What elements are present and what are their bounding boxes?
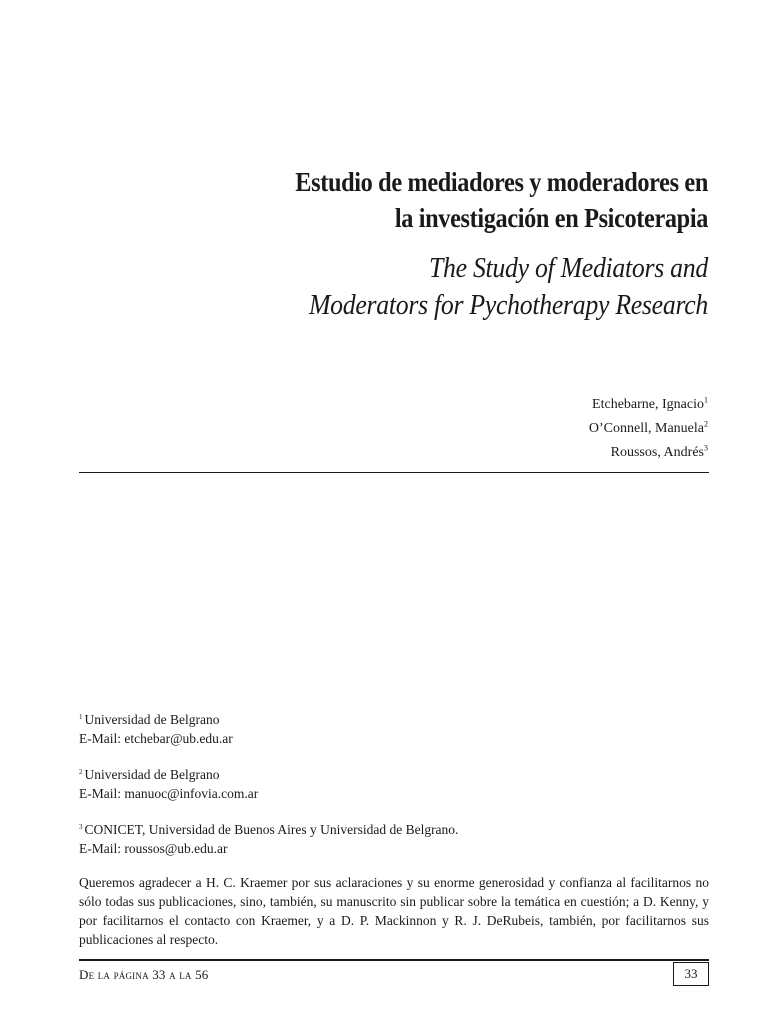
affiliation-institution: CONICET, Universidad de Buenos Aires y Universidad de Belgrano. bbox=[84, 822, 459, 837]
author-list bbox=[589, 393, 708, 465]
author-3 bbox=[589, 441, 708, 465]
spanish-title-line-2: la investigación en Psicoterapia bbox=[394, 203, 708, 233]
author-ref: 3 bbox=[704, 443, 708, 453]
author-2 bbox=[589, 417, 708, 441]
english-title bbox=[119, 250, 708, 324]
page-number: 33 bbox=[673, 962, 709, 986]
affiliation-ref: 1 bbox=[79, 712, 83, 721]
author-ref: 2 bbox=[704, 419, 708, 429]
title-block bbox=[68, 164, 708, 324]
affiliation-institution: Universidad de Belgrano bbox=[84, 712, 220, 727]
affiliation-email: E-Mail: roussos@ub.edu.ar bbox=[79, 841, 228, 856]
affiliation-institution-line bbox=[79, 820, 719, 839]
affiliation-institution: Universidad de Belgrano bbox=[84, 767, 220, 782]
footer-divider bbox=[79, 959, 709, 961]
affiliation-email: E-Mail: manuoc@infovia.com.ar bbox=[79, 786, 259, 801]
affiliation-ref: 3 bbox=[79, 822, 83, 831]
author-ref: 1 bbox=[704, 395, 708, 405]
english-title-line-1: The Study of Mediators and bbox=[428, 253, 708, 284]
affiliation-ref: 2 bbox=[79, 767, 83, 776]
header-divider bbox=[79, 472, 709, 473]
spanish-title-line-1: Estudio de mediadores y moderadores en bbox=[295, 167, 708, 197]
affiliation-institution-line bbox=[79, 765, 719, 784]
author-name: O’Connell, Manuela bbox=[588, 421, 704, 436]
affiliation-2 bbox=[79, 765, 719, 803]
affiliation-3 bbox=[79, 820, 719, 858]
acknowledgment-paragraph: Queremos agradecer a H. C. Kraemer por sus aclaraciones y su enorme generosidad y confianza al facilitarnos no sólo todas sus publicaciones, sino, también, su manuscrito sin publicar sobre la temática en cuestión; a D. Kenny, y por facilitarnos el contacto con Kraemer, y a D. P. Mackinnon y R. J. DeRubeis, también, por facilitarnos sus publicaciones al respecto. bbox=[79, 875, 709, 947]
affiliation-notes bbox=[79, 710, 719, 875]
author-1 bbox=[589, 393, 708, 417]
affiliation-email: E-Mail: etchebar@ub.edu.ar bbox=[79, 731, 233, 746]
affiliation-institution-line bbox=[79, 710, 719, 729]
spanish-title bbox=[132, 164, 708, 236]
footer-page-range: De la página 33 a la 56 bbox=[79, 967, 209, 982]
affiliation-1 bbox=[79, 710, 719, 748]
author-name: Roussos, Andrés bbox=[610, 445, 704, 460]
english-title-line-2: Moderators for Pychotherapy Research bbox=[308, 290, 708, 321]
author-name: Etchebarne, Ignacio bbox=[592, 397, 704, 412]
